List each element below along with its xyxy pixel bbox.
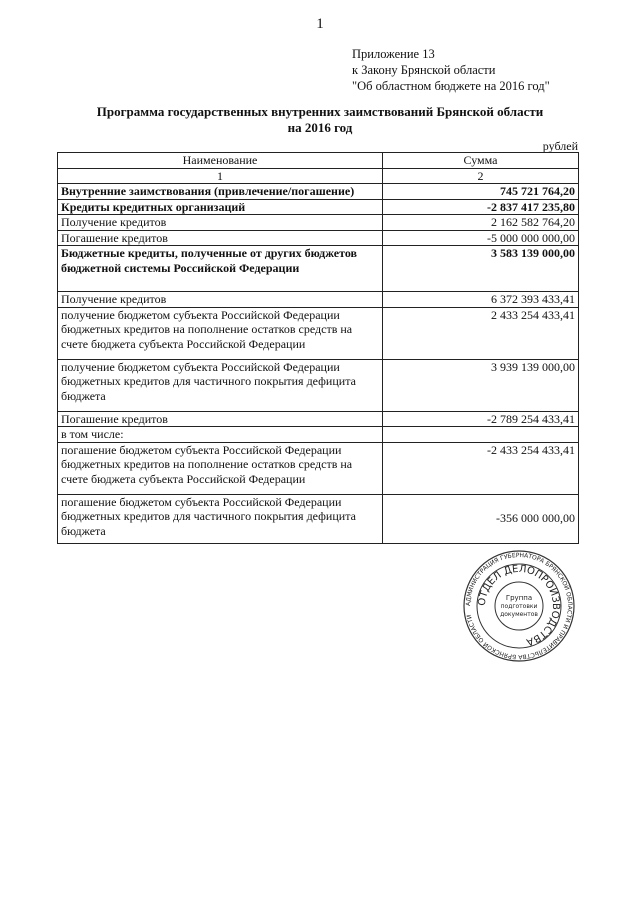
table-row [58, 411, 579, 427]
row-name: Получение кредитов [58, 215, 383, 231]
table-row [58, 359, 579, 411]
appendix-line-1: Приложение 13 [352, 47, 435, 61]
table-row [58, 246, 579, 292]
table-row [58, 199, 579, 215]
table-row [58, 427, 579, 443]
stamp-center-line-2: подготовки [500, 603, 538, 610]
header-name: Наименование [58, 153, 383, 169]
borrowing-program-table [57, 152, 579, 544]
row-name: погашение бюджетом субъекта Российской Федерации бюджетных кредитов для частичного покрытия дефицита бюджета [58, 494, 383, 543]
header-amount: Сумма [383, 153, 579, 169]
table-row [58, 292, 579, 308]
document-title [40, 104, 600, 136]
appendix-line-3: "Об областном бюджете на 2016 год" [352, 79, 550, 93]
page-number: 1 [316, 16, 324, 32]
stamp-center-line-1: Группа [505, 594, 533, 602]
table-row [58, 230, 579, 246]
row-amount: 3 583 139 000,00 [383, 246, 579, 292]
table-header-row [58, 153, 579, 169]
table-row [58, 442, 579, 494]
row-amount: 2 162 582 764,20 [383, 215, 579, 231]
row-name: Погашение кредитов [58, 411, 383, 427]
row-amount: 2 433 254 433,41 [383, 307, 579, 359]
stamp-outer-text: АДМИНИСТРАЦИЯ ГУБЕРНАТОРА БРЯНСКОЙ ОБЛАСТИ И ПРАВИТЕЛЬСТВА БРЯНСКОЙ ОБЛАСТИ [464, 551, 574, 661]
row-amount: 745 721 764,20 [383, 184, 579, 200]
row-name: в том числе: [58, 427, 383, 443]
appendix-line-2: к Закону Брянской области [352, 63, 496, 77]
table-row [58, 307, 579, 359]
row-name: Погашение кредитов [58, 230, 383, 246]
row-name: Получение кредитов [58, 292, 383, 308]
stamp-inner-text: ОТДЕЛ ДЕЛОПРОИЗВОДСТВА [476, 563, 562, 648]
title-line-1: Программа государственных внутренних заимствований Брянской области [96, 104, 544, 119]
table-row [58, 215, 579, 231]
currency-unit: рублей [542, 139, 578, 153]
appendix-block [352, 46, 550, 94]
official-stamp [463, 550, 575, 662]
row-amount: -356 000 000,00 [383, 494, 579, 543]
row-amount: -2 789 254 433,41 [383, 411, 579, 427]
row-amount [383, 427, 579, 443]
title-line-2: на 2016 год [287, 120, 353, 135]
row-amount: -5 000 000 000,00 [383, 230, 579, 246]
row-name: погашение бюджетом субъекта Российской Федерации бюджетных кредитов на пополнение остатков средств на счете бюджета субъекта Российской Федерации [58, 442, 383, 494]
row-name: получение бюджетом субъекта Российской Федерации бюджетных кредитов на пополнение остатков средств на счете бюджета субъекта Российской Федерации [58, 307, 383, 359]
table-index-row [58, 168, 579, 184]
row-name: Бюджетные кредиты, полученные от других бюджетов бюджетной системы Российской Федерации [58, 246, 383, 292]
row-amount: -2 837 417 235,80 [383, 199, 579, 215]
row-name: Внутренние заимствования (привлечение/погашение) [58, 184, 383, 200]
row-amount: 3 939 139 000,00 [383, 359, 579, 411]
index-amount: 2 [383, 168, 579, 184]
table-row [58, 184, 579, 200]
row-amount: -2 433 254 433,41 [383, 442, 579, 494]
row-amount: 6 372 393 433,41 [383, 292, 579, 308]
row-name: получение бюджетом субъекта Российской Федерации бюджетных кредитов для частичного покрытия дефицита бюджета [58, 359, 383, 411]
row-name: Кредиты кредитных организаций [58, 199, 383, 215]
table-row [58, 494, 579, 543]
index-name: 1 [58, 168, 383, 184]
stamp-center-line-3: документов [500, 611, 538, 618]
